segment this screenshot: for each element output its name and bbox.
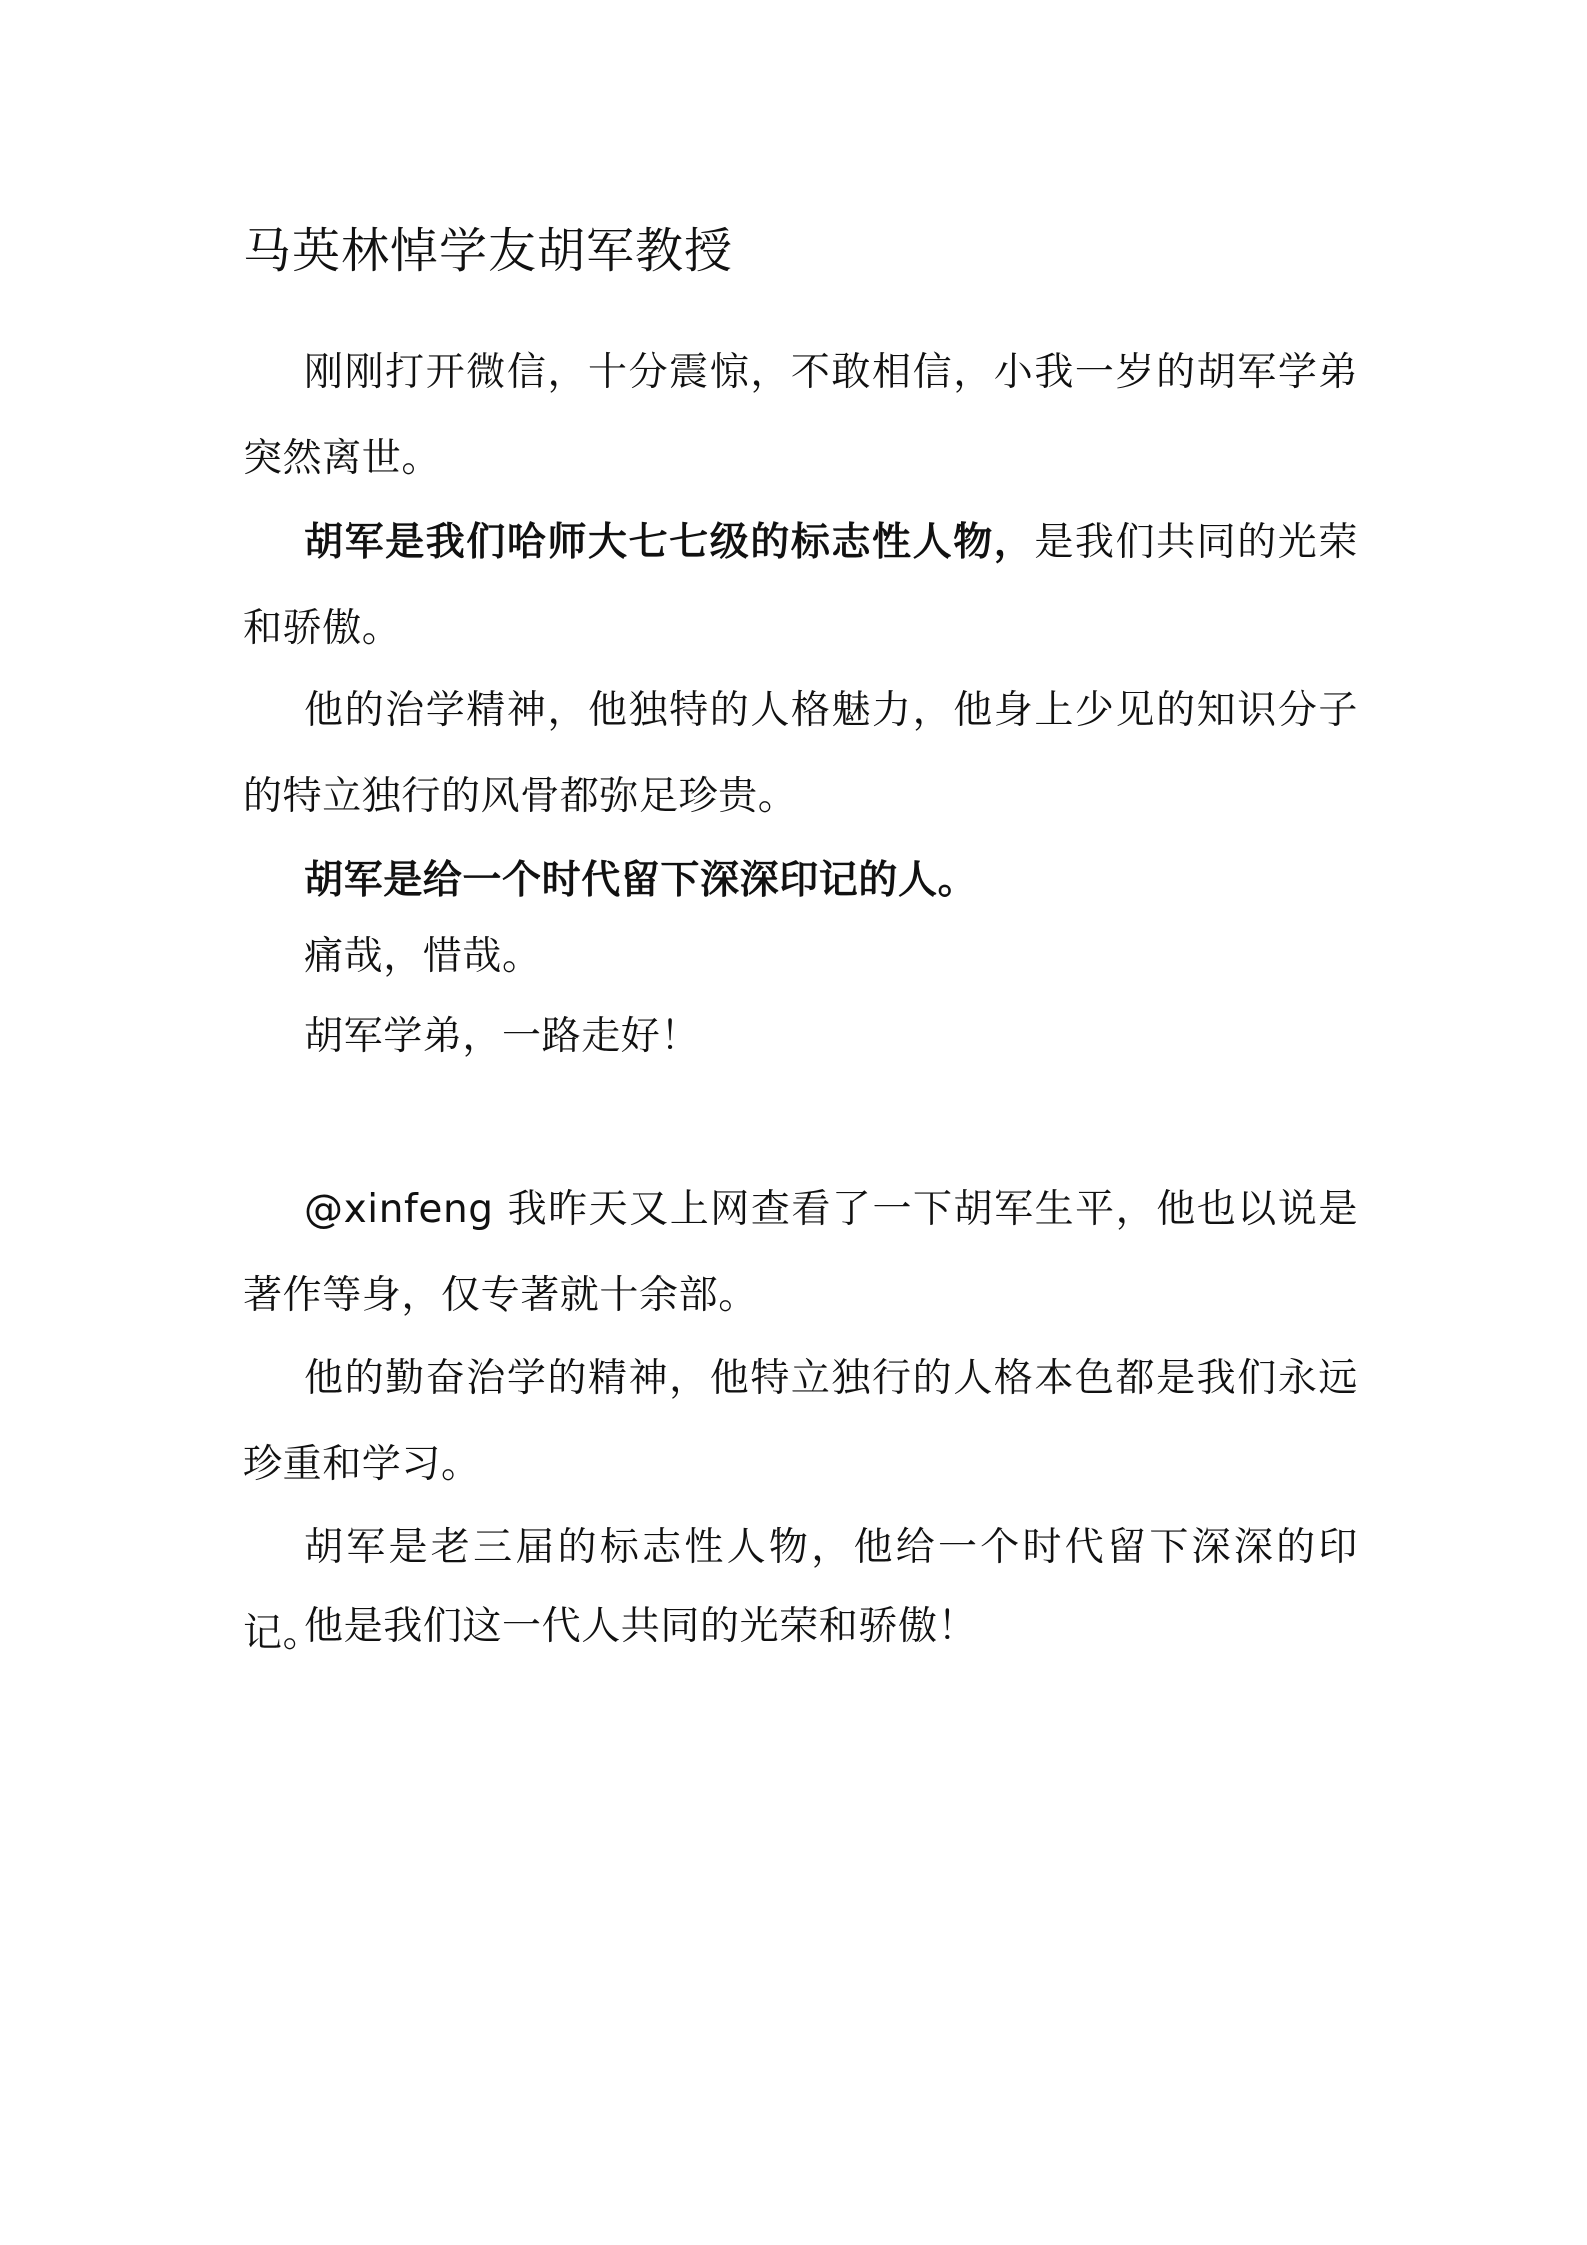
paragraph-reply [243,1167,1358,1339]
paragraph-reply-text: 我昨天又上网查看了一下胡军生平，他也以说是著作等身，仅专著就十余部。 [243,1187,1358,1318]
paragraph-farewell [243,994,1358,1080]
paragraph-diligence-text: 他的勤奋治学的精神，他特立独行的人格本色都是我们永远珍重和学习。 [243,1356,1358,1487]
paragraph-spirit [243,668,1358,840]
paragraph-shock-text: 刚刚打开微信，十分震惊，不敢相信，小我一岁的胡军学弟突然离世。 [243,350,1358,481]
paragraph-diligence [243,1336,1358,1508]
paragraph-pride-bold-text: 胡军是我们哈师大七七级的标志性人物， [304,519,1035,565]
paragraph-pride [243,499,1358,672]
user-mention: @xinfeng [304,1187,508,1232]
paragraph-lament-text: 痛哉，惜哉。 [304,934,542,979]
paragraph-era-mark-text: 胡军是给一个时代留下深深印记的人。 [304,857,978,903]
paragraph-spirit-text: 他的治学精神，他独特的人格魅力，他身上少见的知识分子的特立独行的风骨都弥足珍贵。 [243,688,1358,819]
paragraph-pride-text: 是我们共同的光荣和骄傲。 [243,520,1358,651]
paragraph-lament [243,914,1358,1000]
paragraph-shock [243,330,1358,502]
document-title: 马英林悼学友胡军教授 [243,223,734,279]
paragraph-glory [243,1584,1358,1670]
paragraph-generation-icon-text: 胡军是老三届的标志性人物，他给一个时代留下深深的印记。 [243,1525,1358,1656]
paragraph-glory-text: 他是我们这一代人共同的光荣和骄傲！ [304,1604,978,1649]
paragraph-era-mark [243,837,1358,923]
paragraph-farewell-text: 胡军学弟，一路走好！ [304,1014,701,1059]
